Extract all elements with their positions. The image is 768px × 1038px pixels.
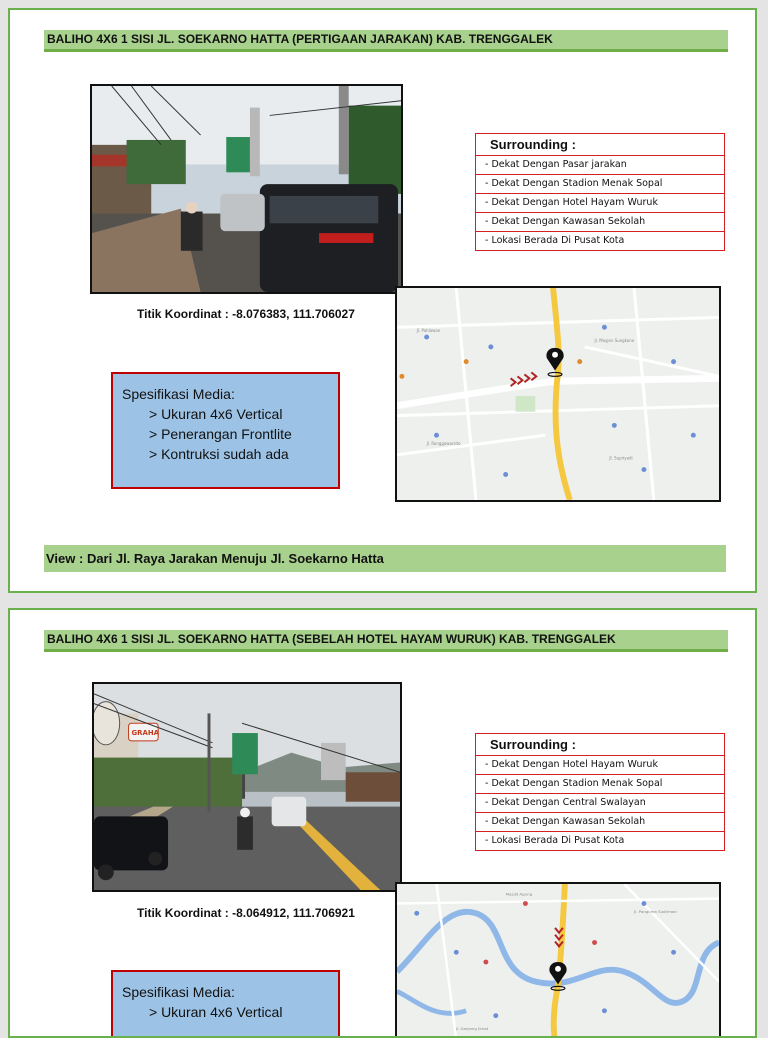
spec-heading: Spesifikasi Media: xyxy=(122,386,235,402)
surrounding-item: - Dekat Dengan Hotel Hayam Wuruk xyxy=(476,756,724,775)
document-page-2 xyxy=(8,608,757,1038)
media-spec-box xyxy=(111,970,340,1038)
svg-text:Jl. Panglima Sudirman: Jl. Panglima Sudirman xyxy=(634,909,677,915)
surrounding-item: - Dekat Dengan Kawasan Sekolah xyxy=(476,813,724,832)
surrounding-item: - Lokasi Berada Di Pusat Kota xyxy=(485,835,625,846)
location-map xyxy=(395,882,721,1038)
spec-item: > Ukuran 4x6 Vertical xyxy=(149,1004,283,1020)
spec-item: > Kontruksi sudah ada xyxy=(149,446,289,462)
surrounding-item: - Dekat Dengan Hotel Hayam Wuruk xyxy=(476,194,724,213)
surrounding-item: - Lokasi Berada Di Pusat Kota xyxy=(485,235,625,246)
surrounding-item: - Dekat Dengan Stadion Menak Sopal xyxy=(476,775,724,794)
svg-text:Jl. Pahlawan: Jl. Pahlawan xyxy=(416,328,441,334)
hotel-sign-text: GRAHA xyxy=(131,729,159,738)
spec-item: > Penerangan Frontlite xyxy=(149,426,292,442)
billboard-site-photo xyxy=(92,682,402,892)
billboard-site-photo xyxy=(90,84,403,294)
surrounding-item: - Dekat Dengan Central Swalayan xyxy=(476,794,724,813)
svg-text:Jl. Supriyadi: Jl. Supriyadi xyxy=(609,455,633,461)
svg-text:Jl. Mayjen Sungkono: Jl. Mayjen Sungkono xyxy=(594,337,635,343)
page-title: BALIHO 4X6 1 SISI JL. SOEKARNO HATTA (SEBELAH HOTEL HAYAM WURUK) KAB. TRENGGALEK xyxy=(44,630,728,652)
surrounding-item: - Dekat Dengan Kawasan Sekolah xyxy=(476,213,724,232)
svg-text:Jl. Kanjeng Jimat: Jl. Kanjeng Jimat xyxy=(456,1026,489,1032)
svg-text:Masjid Agung: Masjid Agung xyxy=(505,891,533,897)
spec-item: > Ukuran 4x6 Vertical xyxy=(149,406,283,422)
surrounding-box xyxy=(475,133,725,251)
surrounding-item: - Dekat Dengan Pasar jarakan xyxy=(476,156,724,175)
surrounding-heading: Surrounding : xyxy=(476,134,724,156)
surrounding-box xyxy=(475,733,725,851)
spec-heading: Spesifikasi Media: xyxy=(122,984,235,1000)
surrounding-heading: Surrounding : xyxy=(476,734,724,756)
location-map xyxy=(395,286,721,502)
view-direction-bar: View : Dari Jl. Raya Jarakan Menuju Jl. Soekarno Hatta xyxy=(44,545,726,572)
document-page-1 xyxy=(8,8,757,593)
coordinates-label: Titik Koordinat : -8.076383, 111.706027 xyxy=(137,307,355,321)
surrounding-item: - Dekat Dengan Stadion Menak Sopal xyxy=(476,175,724,194)
page-title: BALIHO 4X6 1 SISI JL. SOEKARNO HATTA (PERTIGAAN JARAKAN) KAB. TRENGGALEK xyxy=(44,30,728,52)
svg-text:Jl. Ronggowarsito: Jl. Ronggowarsito xyxy=(426,441,461,447)
coordinates-label: Titik Koordinat : -8.064912, 111.706921 xyxy=(137,906,355,920)
media-spec-box xyxy=(111,372,340,489)
